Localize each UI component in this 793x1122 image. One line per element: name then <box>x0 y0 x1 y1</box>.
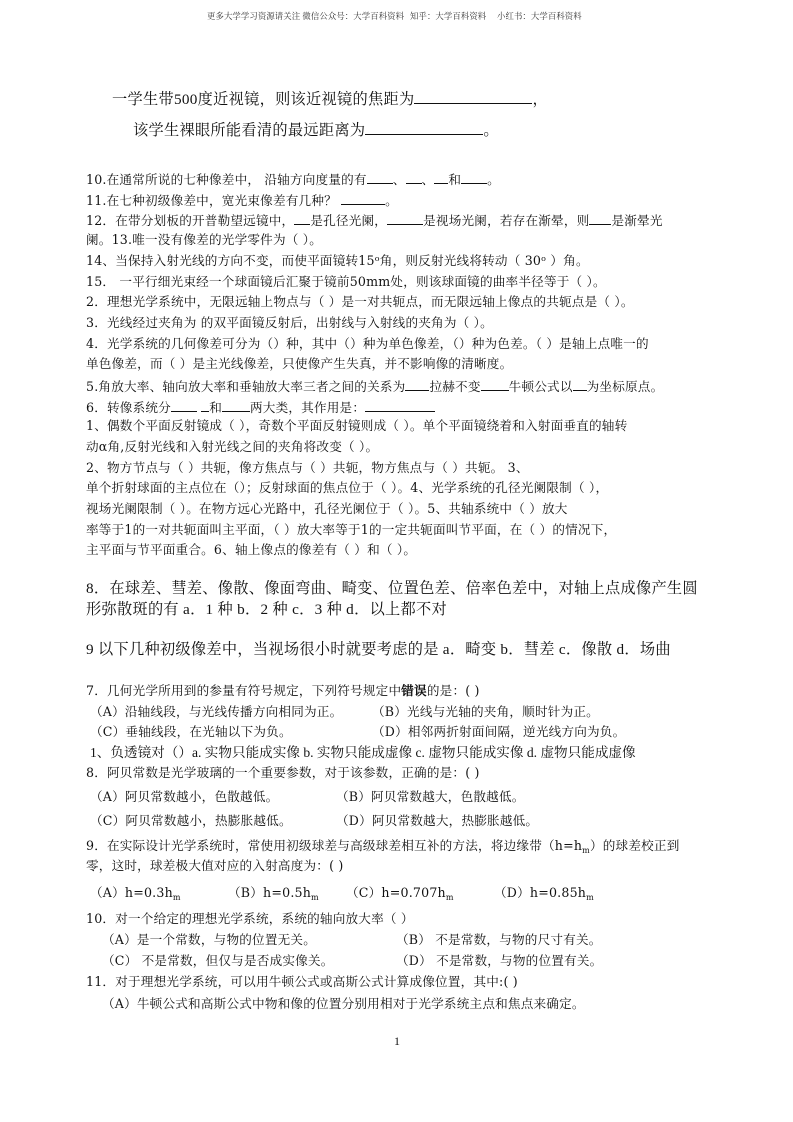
q10-option-a: （A）是一个常数，与物的位置无关。 <box>102 932 316 947</box>
intro-line-1-end: ， <box>532 91 548 108</box>
blank <box>171 400 197 412</box>
part-2-line-1: 2、物方节点与（ ）共轭，像方焦点与（ ）共轭，物方焦点与（ ）共轭。 3、 <box>86 460 529 475</box>
q9-option-d-text: （D）h=0.85h <box>494 885 587 900</box>
mc-question-10: 10．对一个给定的理想光学系统，系统的轴向放大率（ ） <box>86 911 414 926</box>
sep: 、 <box>392 172 406 187</box>
question-12 <box>86 213 663 228</box>
subscript-m: m <box>172 893 181 902</box>
question-6-text: 6．转像系统分 <box>86 400 171 415</box>
question-10 <box>86 172 500 187</box>
question-2: 2．理想光学系统中，无限远轴上物点与（ ）是一对共轭点，而无限远轴上像点的共轭点是（ ）。 <box>86 294 634 309</box>
blank <box>201 400 209 412</box>
blank <box>387 213 423 225</box>
subscript-m: m <box>586 893 594 902</box>
intro-line-1 <box>112 92 548 107</box>
q7-option-b: （B）光线与光轴的夹角，顺时针为正。 <box>372 704 599 719</box>
q10-option-b: （B） 不是常数，与物的尺寸有关。 <box>396 932 602 947</box>
blank <box>365 123 483 135</box>
blank <box>405 379 429 391</box>
question-11-text: 11.在七种初级像差中，宽光束像差有几种？ <box>86 193 337 208</box>
mc-question-7-text: 7．几何光学所用到的参量有符号规定，下列符号规定中 <box>86 683 402 698</box>
intro-line-1-text: 一学生带500度近视镜，则该近视镜的焦距为 <box>112 91 415 108</box>
question-15: 15． 一平行细光束经一个球面镜后汇聚于镜前50mm处，则该球面镜的曲率半径等于（ ）。 <box>86 274 606 289</box>
q8-option-c: （C）阿贝常数越小，热膨胀越低。 <box>90 813 292 828</box>
mc-question-7 <box>86 685 480 698</box>
subscript-m: m <box>311 893 319 902</box>
q9-option-c-text: （C）h=0.707h <box>346 885 446 900</box>
blank <box>589 213 611 225</box>
q12-part: 是渐晕光 <box>611 213 663 228</box>
q12-part: 是视场光阑，若存在渐晕，则 <box>423 213 590 228</box>
question-5 <box>86 379 663 394</box>
q7-option-c: （C）垂轴线段，在光轴以下为负。 <box>90 724 292 739</box>
blank <box>367 172 393 184</box>
header-xiaohongshu: 小红书：大学百科资料 <box>497 12 582 21</box>
blank <box>414 92 532 104</box>
q12-part: 是孔径光阑， <box>310 213 388 228</box>
intro-line-2-end: 。 <box>483 122 499 139</box>
q5-part: 牛顿公式以 <box>508 379 573 394</box>
blank <box>341 193 385 205</box>
q10-option-c: （C） 不是常数，但仅与是否成实像关。 <box>102 953 334 968</box>
sep: 、 <box>421 172 435 187</box>
q7-option-a: （A）沿轴线段，与光线传播方向相同为正。 <box>90 704 343 719</box>
q9-option-d <box>494 887 594 902</box>
end: 。 <box>385 193 398 208</box>
part-2-line-3: 视场光阑限制（ ）。在物方远心光路中，孔径光阑位于（ ）。5、共轴系统中（ ）放大 <box>86 501 568 516</box>
mc-question-9-line-1 <box>86 840 680 855</box>
q7-option-d: （D）相邻两折射面间隔，逆光线方向为负。 <box>372 724 626 739</box>
question-11 <box>86 193 398 208</box>
blank <box>294 213 310 225</box>
blank <box>365 400 435 412</box>
q9-option-c <box>346 887 454 902</box>
intro-line-2 <box>133 123 499 138</box>
subscript-m: m <box>445 893 454 902</box>
question-12-text: 12．在带分划板的开普勒望远镜中， <box>86 213 295 228</box>
mc-question-1: 1、负透镜对（）a. 实物只能成实像 b. 实物只能成虚像 c. 虚物只能成实像 d. 虚物只能成虚像 <box>90 745 636 760</box>
q9-text-end: ）的球差校正到 <box>589 838 680 853</box>
q9-option-b-text: （B）h=0.5h <box>228 885 312 900</box>
question-3: 3．光线经过夹角为 的双平面镜反射后，出射线与入射线的夹角为（ ）。 <box>86 315 493 330</box>
mc-question-11: 11．对于理想光学系统，可以用牛顿公式或高斯公式计算成像位置，其中:( ) <box>86 974 518 989</box>
part-2-line-2: 单个折射球面的主点位在（）；反射球面的焦点位于（ ）。4、光学系统的孔径光阑限制（ ）， <box>86 480 609 495</box>
q8-option-d: （D）阿贝常数越大，热膨胀越低。 <box>336 813 539 828</box>
blank <box>461 172 487 184</box>
question-13: 阑。13.唯一没有像差的光学零件为（ ）。 <box>86 232 323 247</box>
question-5-text: 5.角放大率、轴向放大率和垂轴放大率三者之间的关系为 <box>86 379 406 394</box>
intro-line-2-text: 该学生裸眼所能看清的最远距离为 <box>133 122 366 139</box>
q8-option-a: （A）阿贝常数越小，色散越低。 <box>90 789 279 804</box>
q11-option-a: （A）牛顿公式和高斯公式中物和像的位置分别用相对于光学系统主点和焦点来确定。 <box>102 996 585 1011</box>
question-8-line-1: 8．在球差、彗差、像散、像面弯曲、畸变、位置色差、倍率色差中，对轴上点成像产生圆 <box>86 580 698 597</box>
question-14: 14、当保持入射光线的方向不变，而使平面镜转15ᵒ角，则反射光线将转动（ 30ᵒ ）角。 <box>86 253 589 268</box>
question-10-text: 10.在通常所说的七种像差中， 沿轴方向度量的有 <box>86 172 367 187</box>
mc-question-9-line-2: 零，这时，球差极大值对应的入射高度为：( ) <box>86 858 344 873</box>
q9-option-a-text: （A）h=0.3h <box>90 885 173 900</box>
subscript-m: m <box>582 846 590 855</box>
question-9-big: 9 以下几种初级像差中，当视场很小时就要考虑的是 a．畸变 b．彗差 c．像散 d．场曲 <box>86 641 671 658</box>
q10-option-d: （D） 不是常数，与物的位置有关。 <box>396 953 603 968</box>
part-2-line-4: 率等于1的一对共轭面叫主平面，（ ）放大率等于1的一定共轭面叫节平面，在（ ）的情况下， <box>86 522 617 537</box>
question-8-line-2: 形弥散斑的有 a．1 种 b．2 种 c．3 种 d．以上都不对 <box>86 601 448 618</box>
page-number: 1 <box>394 1034 400 1048</box>
sep: 和 <box>448 172 462 187</box>
blank <box>406 172 422 184</box>
blank <box>434 172 448 184</box>
blank <box>222 400 250 412</box>
blank <box>481 379 509 391</box>
part-1-line-2: 动α角,反射光线和入射光线之间的夹角将改变（ ）。 <box>86 439 379 454</box>
question-4-line-2: 单色像差，而（ ）是主光线像差，只使像产生失真，并不影响像的清晰度。 <box>86 356 513 371</box>
header-wechat: 更多大学学习资源请关注 微信公众号：大学百科资料 <box>207 12 405 21</box>
end: 。 <box>487 172 500 187</box>
mc-question-8: 8．阿贝常数是光学玻璃的一个重要参数，对于该参数，正确的是：( ) <box>86 765 480 780</box>
mc-question-7-end: 的是：( ) <box>426 683 480 698</box>
q5-part: 拉赫不变 <box>429 379 481 394</box>
q6-part: 两大类，其作用是： <box>250 400 366 415</box>
q9-text: 9．在实际设计光学系统时，常使用初级球差与高级球差相互补的方法，将边缘带（h=h <box>86 838 583 853</box>
question-4-line-1: 4．光学系统的几何像差可分为（）种，其中（）种为单色像差，（）种为色差。（ ）是轴上点唯一的 <box>86 336 649 351</box>
question-6 <box>86 400 435 415</box>
blank <box>573 379 587 391</box>
q5-part: 为坐标原点。 <box>586 379 664 394</box>
q8-option-b: （B）阿贝常数越大，色散越低。 <box>336 789 525 804</box>
q9-option-b <box>228 887 319 902</box>
part-1-line-1: 1、偶数个平面反射镜成（ ），奇数个平面反射镜则成（ ）。单个平面镜绕着和入射面垂直的轴转 <box>86 418 628 433</box>
q9-option-a <box>90 887 181 902</box>
part-2-line-5: 主平面与节平面重合。6、轴上像点的像差有（ ）和（ ）。 <box>86 542 417 557</box>
header-zhihu: 知乎：大学百科资料 <box>410 12 487 21</box>
emphasis-wrong: 错误 <box>401 683 427 698</box>
q6-part: 和 <box>209 400 222 415</box>
